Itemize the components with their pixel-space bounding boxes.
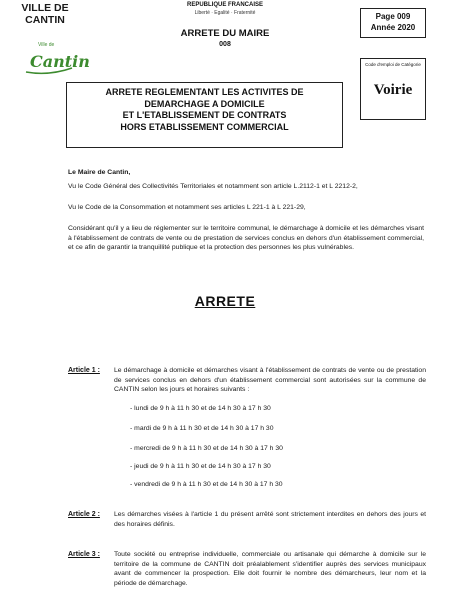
article-2-label: Article 2 : xyxy=(68,511,100,518)
logo-small-text: Ville de xyxy=(38,42,55,48)
vu-paragraph-2: Vu le Code de la Consommation et notamment ses articles L 221-1 à L 221-29, xyxy=(68,204,306,211)
ville-line1: VILLE DE xyxy=(21,2,69,14)
vu-paragraph-1: Vu le Code Général des Collectivités Territoriales et notamment son article L.2112-1 et L 2212-2, xyxy=(68,183,358,190)
article-1-label: Article 1 : xyxy=(68,367,100,374)
categorie-value: Voirie xyxy=(373,81,413,98)
considerant-paragraph: Considérant qu'il y a lieu de réglementer sur le territoire communal, le démarchage à domicile et les démarches visant à l'établissement de contrats de vente ou de prestation de services conclus en dehors d'un établissement commercial, et ce afin de garantir la tranquillité publique et la protection des personnes les plus vulnérables. xyxy=(68,225,424,252)
arrete-heading: ARRETE xyxy=(194,293,256,309)
arrete-maire-heading: ARRETE DU MAIRE xyxy=(180,28,270,39)
article-2-text: Les démarches visées à l'article 1 du présent arrêté sont strictement interdites en dehors des jours et des horaires définis. xyxy=(114,511,426,528)
hours-thursday: - jeudi de 9 h à 11 h 30 et de 14 h 30 à 17 h 30 xyxy=(130,463,271,470)
title-line1: ARRETE REGLEMENTANT LES ACTIVITES DE xyxy=(105,87,304,97)
hours-wednesday: - mercredi de 9 h à 11 h 30 et de 14 h 30 à 17 h 30 xyxy=(130,445,283,452)
maire-line: Le Maire de Cantin, xyxy=(68,169,131,176)
title-line3: ET L'ETABLISSEMENT DE CONTRATS xyxy=(122,110,287,120)
logo-word: Cantin xyxy=(30,52,90,71)
hours-friday: - vendredi de 9 h à 11 h 30 et de 14 h 30 à 17 h 30 xyxy=(130,481,283,488)
article-3-label: Article 3 : xyxy=(68,551,100,558)
article-1-text: Le démarchage à domicile et démarches visant à l'établissement de contrats de vente ou de prestation de services conclus en dehors d'un établissement commercial sont autorisées sur la commune de CANTIN selon les jours et horaires suivants : xyxy=(114,367,426,394)
ville-line2: CANTIN xyxy=(25,14,65,26)
hours-tuesday: - mardi de 9 h à 11 h 30 et de 14 h 30 à 17 h 30 xyxy=(130,425,274,432)
logo-swoosh-icon xyxy=(24,66,74,76)
page-box xyxy=(360,8,426,38)
document-title-box xyxy=(66,82,343,148)
ville-title xyxy=(14,2,76,26)
article-3-text: Toute société ou entreprise individuelle, commerciale ou artisanale qui démarche à domicile sur le territoire de la commune de CANTIN doit préalablement s'identifier auprès des services municipaux avant de commencer la prospection. Elle doit fournir le nombre des démarcheurs, leur nom et la période de démarchage. xyxy=(114,551,426,587)
title-line4: HORS ETABLISSEMENT COMMERCIAL xyxy=(120,121,289,132)
republique-line: REPUBLIQUE FRANCAISE xyxy=(186,2,263,8)
title-line2: DEMARCHAGE A DOMICILE xyxy=(144,98,265,109)
page-number: Page 009 xyxy=(375,12,411,21)
annee: Année 2020 xyxy=(370,23,416,32)
hours-monday: - lundi de 9 h à 11 h 30 et de 14 h 30 à 17 h 30 xyxy=(130,405,271,412)
devise-line: Liberté · Egalité · Fraternité xyxy=(194,10,256,16)
categorie-box xyxy=(360,58,426,120)
cantin-logo xyxy=(24,42,90,76)
arrete-number: 008 xyxy=(219,41,231,48)
categorie-caption: Code d'emploi de Catégorie xyxy=(365,62,421,67)
